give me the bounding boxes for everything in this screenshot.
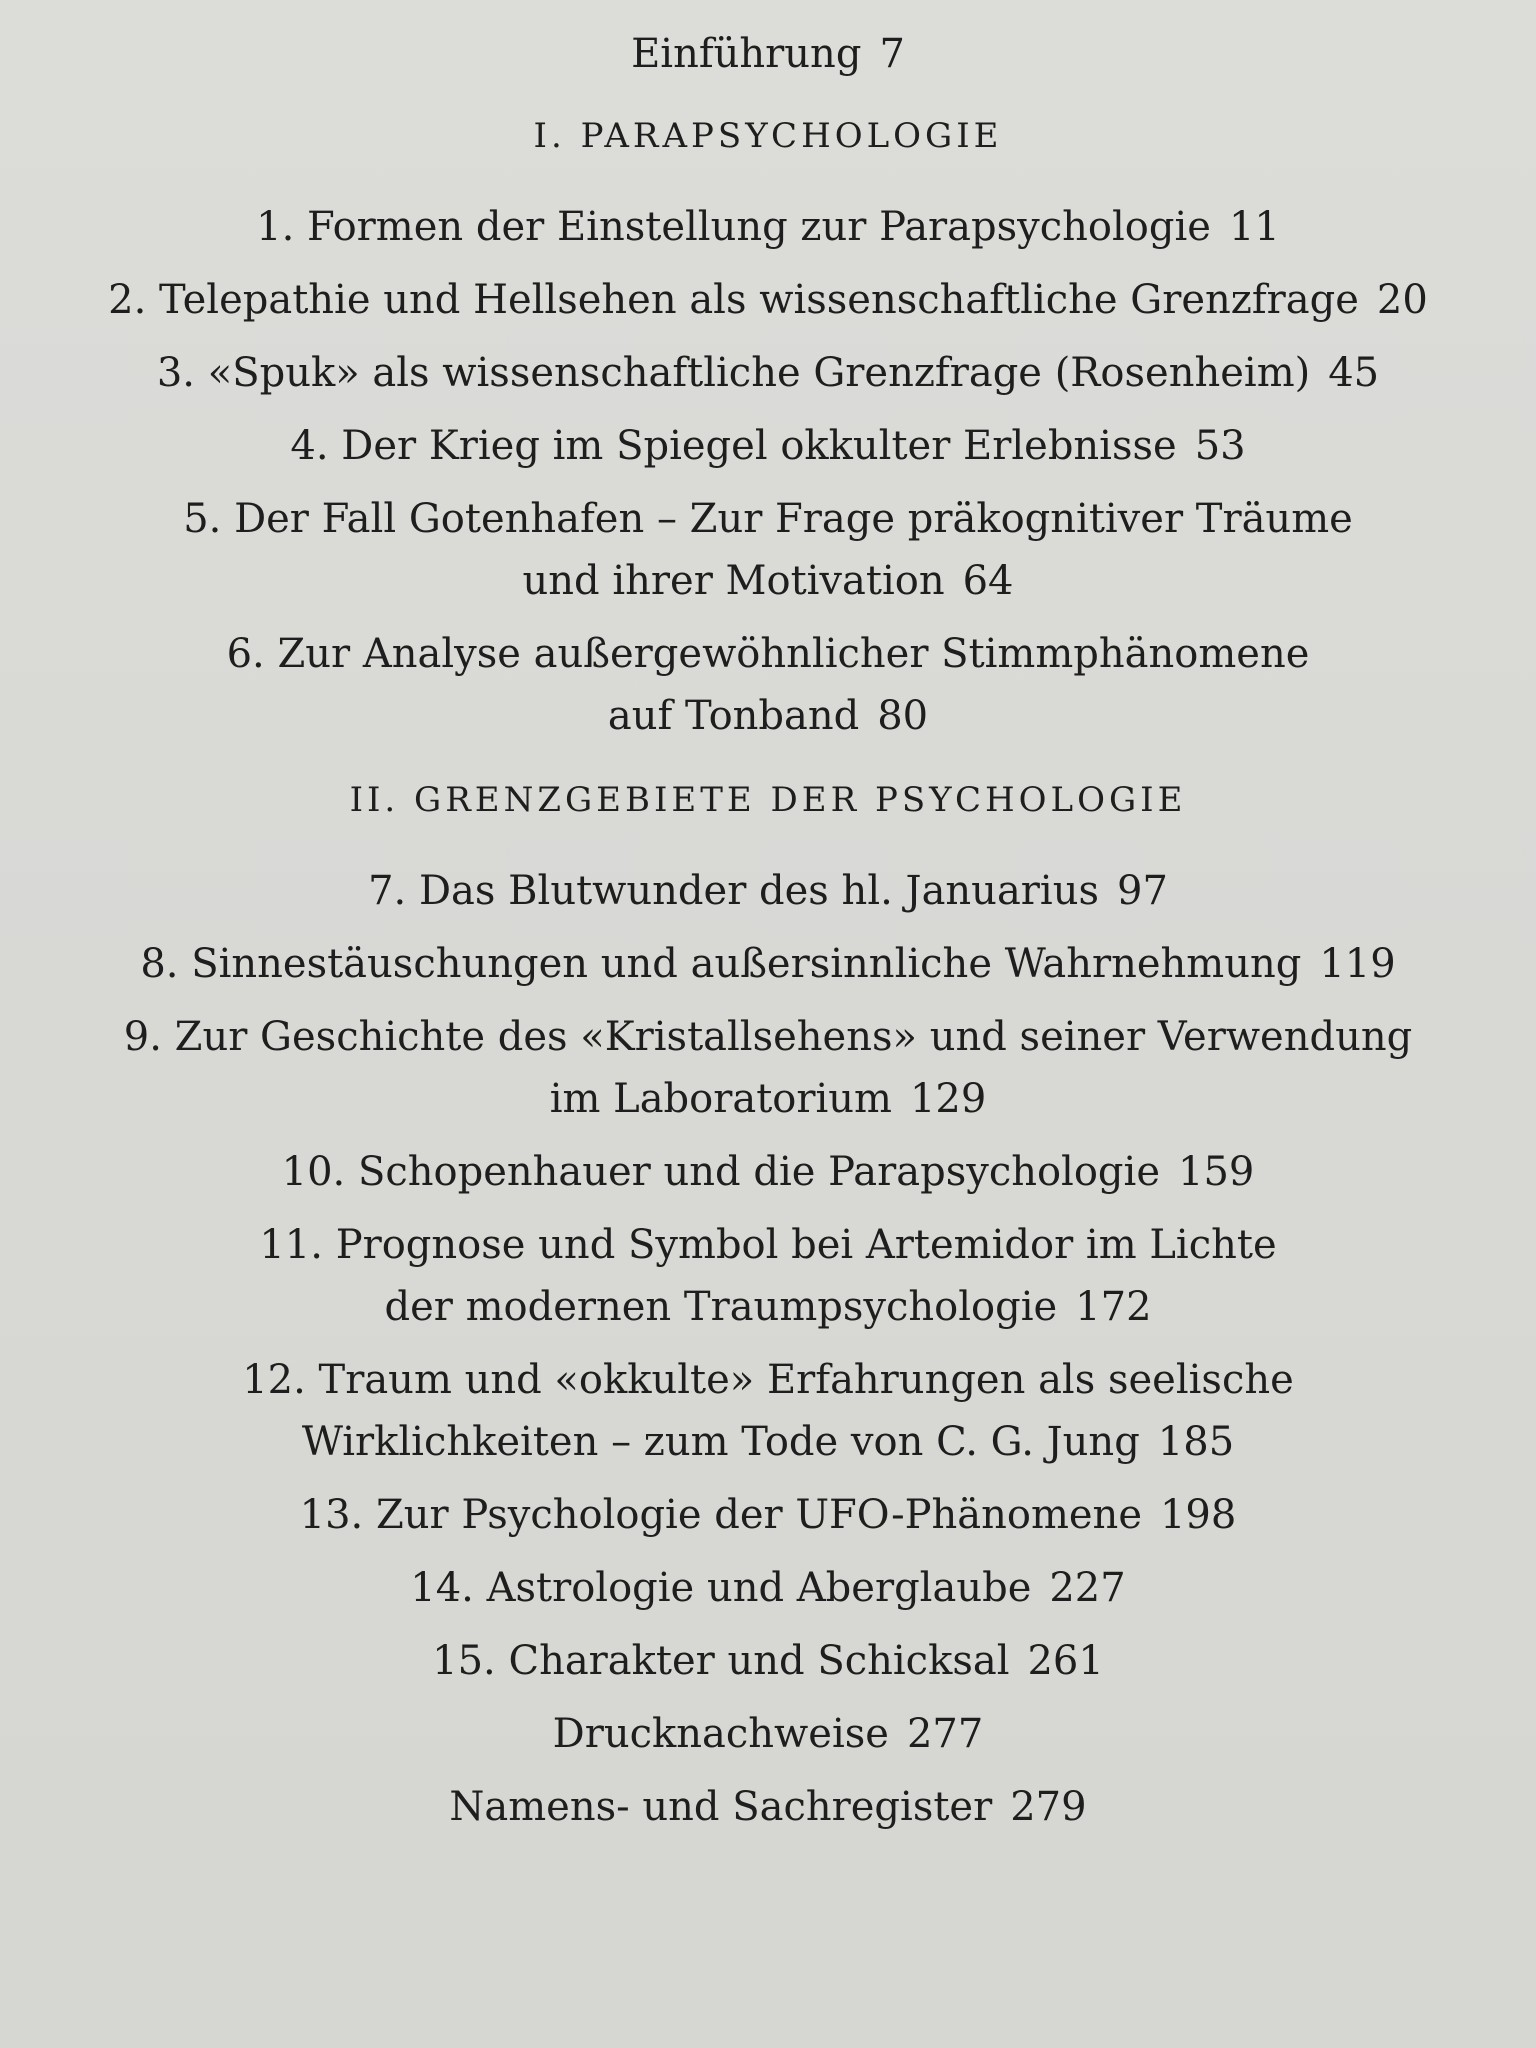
- toc-entry: [0, 630, 1536, 740]
- entry-page-number: 53: [1194, 422, 1246, 469]
- toc-entry-introduction: [0, 30, 1536, 78]
- section-heading-parapsychologie: I. PARAPSYCHOLOGIE: [533, 116, 1003, 156]
- toc-entry: [0, 349, 1536, 397]
- entry-title: 4. Der Krieg im Spiegel okkulter Erlebnisse: [290, 422, 1177, 469]
- entry-page-number: 7: [879, 31, 905, 77]
- toc-entry: [0, 1148, 1536, 1196]
- entry-title: 5. Der Fall Gotenhafen – Zur Frage präkognitiver Träume: [183, 495, 1353, 542]
- entry-title: 11. Prognose und Symbol bei Artemidor im Lichte: [259, 1221, 1277, 1268]
- entry-title: 12. Traum und «okkulte» Erfahrungen als seelische: [242, 1356, 1294, 1403]
- toc-entry: [0, 1491, 1536, 1539]
- toc-entry-register: [0, 1783, 1536, 1831]
- entry-title-continued: auf Tonband: [607, 692, 860, 739]
- toc-entry: [0, 276, 1536, 324]
- entry-page-number: 261: [1027, 1637, 1104, 1684]
- entry-title: 9. Zur Geschichte des «Kristallsehens» und seiner Verwendung: [123, 1013, 1413, 1060]
- entry-title: 15. Charakter und Schicksal: [432, 1637, 1010, 1684]
- entry-page-number: 227: [1049, 1564, 1126, 1611]
- entry-page-number: 80: [877, 692, 929, 739]
- entry-title-continued: der modernen Traumpsychologie: [384, 1283, 1058, 1330]
- entry-title: 8. Sinnestäuschungen und außersinnliche Wahrnehmung: [140, 940, 1302, 987]
- toc-entry: [0, 422, 1536, 470]
- entry-title: 13. Zur Psychologie der UFO-Phänomene: [299, 1491, 1142, 1538]
- entry-page-number: 64: [962, 557, 1014, 604]
- entry-page-number: 198: [1159, 1491, 1237, 1538]
- toc-entry: [0, 495, 1536, 605]
- entry-page-number: 97: [1117, 867, 1168, 914]
- entry-page-number: 11: [1228, 203, 1280, 250]
- entry-page-number: 20: [1376, 276, 1428, 323]
- entry-page-number: 129: [909, 1075, 987, 1122]
- entry-title: 14. Astrologie und Aberglaube: [410, 1564, 1032, 1611]
- entry-title: 1. Formen der Einstellung zur Parapsychologie: [256, 203, 1211, 250]
- table-of-contents: [0, 30, 1536, 1856]
- entry-title-continued: und ihrer Motivation: [522, 557, 945, 604]
- entry-page-number: 279: [1010, 1783, 1087, 1830]
- entry-title: 6. Zur Analyse außergewöhnlicher Stimmphänomene: [226, 630, 1310, 677]
- entry-title-continued: im Laboratorium: [549, 1075, 892, 1122]
- toc-entry: [0, 1221, 1536, 1331]
- toc-entry-drucknachweise: [0, 1710, 1536, 1758]
- entry-page-number: 172: [1075, 1283, 1152, 1330]
- section-heading-grenzgebiete: II. GRENZGEBIETE DER PSYCHOLOGIE: [349, 779, 1187, 820]
- entry-title: 3. «Spuk» als wissenschaftliche Grenzfrage (Rosenheim): [156, 349, 1311, 396]
- entry-page-number: 45: [1328, 349, 1380, 396]
- entry-page-number: 185: [1157, 1418, 1235, 1465]
- toc-entry: [0, 1013, 1536, 1123]
- entry-page-number: 119: [1319, 940, 1396, 987]
- entry-page-number: 277: [906, 1710, 984, 1757]
- entry-title: Namens- und Sachregister: [449, 1783, 993, 1830]
- entry-title: 7. Das Blutwunder des hl. Januarius: [368, 867, 1099, 914]
- entry-title: 10. Schopenhauer und die Parapsychologie: [281, 1148, 1161, 1195]
- entry-title-continued: Wirklichkeiten – zum Tode von C. G. Jung: [301, 1418, 1140, 1465]
- entry-title: Drucknachweise: [552, 1710, 889, 1757]
- toc-entry: [0, 203, 1536, 251]
- entry-title: 2. Telepathie und Hellsehen als wissenschaftliche Grenzfrage: [108, 276, 1359, 323]
- entry-title: Einführung: [631, 31, 862, 77]
- toc-entry: [0, 1356, 1536, 1466]
- entry-page-number: 159: [1178, 1148, 1255, 1195]
- toc-entry: [0, 940, 1536, 988]
- toc-entry: [0, 867, 1536, 915]
- toc-entry: [0, 1564, 1536, 1612]
- toc-entry: [0, 1637, 1536, 1685]
